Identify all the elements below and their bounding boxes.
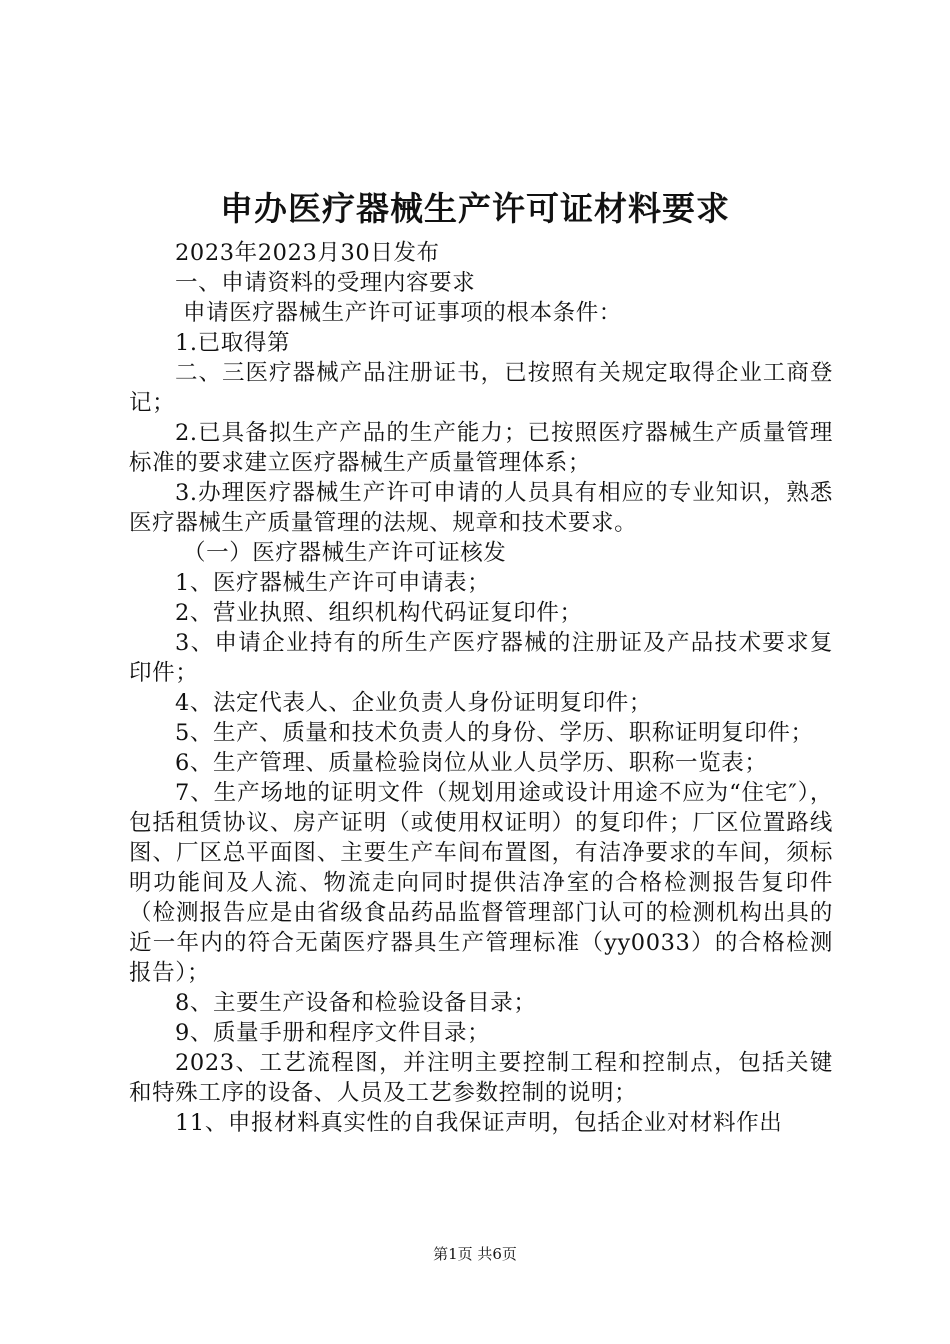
subsection-heading: （一）医疗器械生产许可证核发 — [183, 540, 507, 566]
paragraph: 申请医疗器械生产许可证事项的根本条件： — [183, 300, 622, 326]
list-item: 3、申请企业持有的所生产医疗器械的注册证及产品技术要求复印件； — [129, 630, 833, 686]
paragraph: 二、三医疗器械产品注册证书，已按照有关规定取得企业工商登记； — [129, 360, 833, 416]
list-item: 1、医疗器械生产许可申请表； — [175, 570, 491, 596]
paragraph: 3.办理医疗器械生产许可申请的人员具有相应的专业知识，熟悉医疗器械生产质量管理的法规、规章和技术要求。 — [129, 480, 833, 536]
list-item: 8、主要生产设备和检验设备目录； — [175, 990, 537, 1016]
document-body — [129, 238, 833, 1138]
list-item: 2023、工艺流程图，并注明主要控制工程和控制点，包括关键和特殊工序的设备、人员及工艺参数控制的说明； — [129, 1050, 833, 1106]
document-title: 申办医疗器械生产许可证材料要求 — [220, 189, 730, 228]
list-item: 6、生产管理、质量检验岗位从业人员学历、职称一览表； — [175, 750, 768, 776]
list-item: 7、生产场地的证明文件（规划用途或设计用途不应为“住宅″），包括租赁协议、房产证明（或使用权证明）的复印件；厂区位置路线图、厂区总平面图、主要生产车间布置图，有洁净要求的车间，须标明功能间及人流、物流走向同时提供洁净室的合格检测报告复印件（检测报告应是由省级食品药品监督管理部门认可的检测机构出具的近一年内的符合无菌医疗器具生产管理标准（yy0033）的合格检测报告）； — [129, 780, 833, 986]
list-item: 11、申报材料真实性的自我保证声明，包括企业对材料作出 — [175, 1110, 783, 1136]
list-item: 2、营业执照、组织机构代码证复印件； — [175, 600, 583, 626]
page-number-footer: 第1页 共6页 — [433, 1245, 517, 1263]
list-item: 5、生产、质量和技术负责人的身份、学历、职称证明复印件； — [175, 720, 814, 746]
paragraph: 1.已取得第 — [175, 330, 291, 356]
list-item: 9、质量手册和程序文件目录； — [175, 1020, 491, 1046]
publish-date: 2023年2023月30日发布 — [175, 240, 440, 266]
paragraph: 2.已具备拟生产产品的生产能力；已按照医疗器械生产质量管理标准的要求建立医疗器械生产质量管理体系； — [129, 420, 833, 476]
list-item: 4、法定代表人、企业负责人身份证明复印件； — [175, 690, 652, 716]
section-heading-1: 一、申请资料的受理内容要求 — [175, 270, 476, 296]
